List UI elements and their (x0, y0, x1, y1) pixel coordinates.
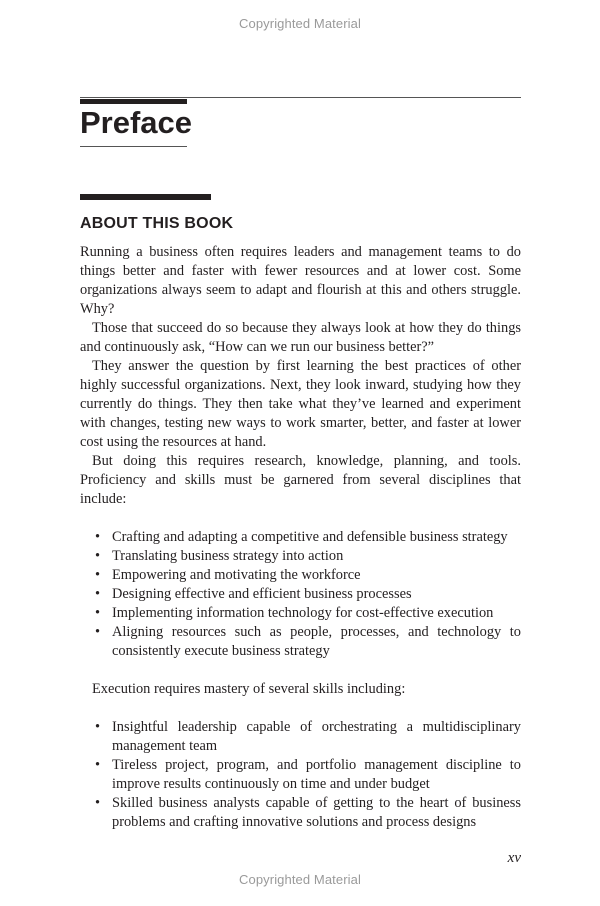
title-underline (80, 146, 187, 147)
list-item: • Skilled business analysts capable of getting to the heart of business problems and crafting innovative solutions and process designs (80, 794, 521, 832)
list-item: • Insightful leadership capable of orchestrating a multidisciplinary management team (80, 718, 521, 756)
paragraph: But doing this requires research, knowledge, planning, and tools. Proficiency and skills must be garnered from several disciplines that include: (80, 453, 521, 507)
list-item: • Implementing information technology for cost-effective execution (80, 604, 521, 623)
section-heading: ABOUT THIS BOOK (80, 215, 234, 232)
paragraph: They answer the question by first learning the best practices of other highly successful organizations. Next, they look inward, studying how they currently do things. They then take what they’ve learned and experiment with changes, testing new ways to work smarter, better, and faster at lower cost using the resources at hand. (80, 358, 521, 450)
body-text (80, 243, 521, 851)
execution-intro: Execution requires mastery of several skills including: (92, 681, 406, 697)
list-item: • Designing effective and efficient business processes (80, 585, 521, 604)
list-item: • Crafting and adapting a competitive and defensible business strategy (80, 528, 521, 547)
list-item: • Empowering and motivating the workforce (80, 566, 521, 585)
list-item: • Aligning resources such as people, processes, and technology to consistently execute business strategy (80, 623, 521, 661)
page-number: xv (507, 850, 521, 866)
list-item: • Translating business strategy into action (80, 547, 521, 566)
disciplines-list (80, 528, 521, 661)
section-accent-bar (80, 194, 211, 200)
skills-list (80, 718, 521, 832)
paragraph: Those that succeed do so because they always look at how they do things and continuously ask, “How can we run our business better?” (80, 320, 521, 355)
header-rule (80, 97, 521, 98)
chapter-title: Preface (80, 105, 193, 140)
list-item: • Tireless project, program, and portfolio management discipline to improve results continuously on time and under budget (80, 756, 521, 794)
copyright-watermark-top: Copyrighted Material (239, 16, 361, 31)
copyright-watermark-bottom: Copyrighted Material (239, 872, 361, 887)
paragraph: Running a business often requires leaders and management teams to do things better and faster with fewer resources and at lower cost. Some organizations always seem to adapt and flourish at this and others struggle. Why? (80, 244, 521, 317)
